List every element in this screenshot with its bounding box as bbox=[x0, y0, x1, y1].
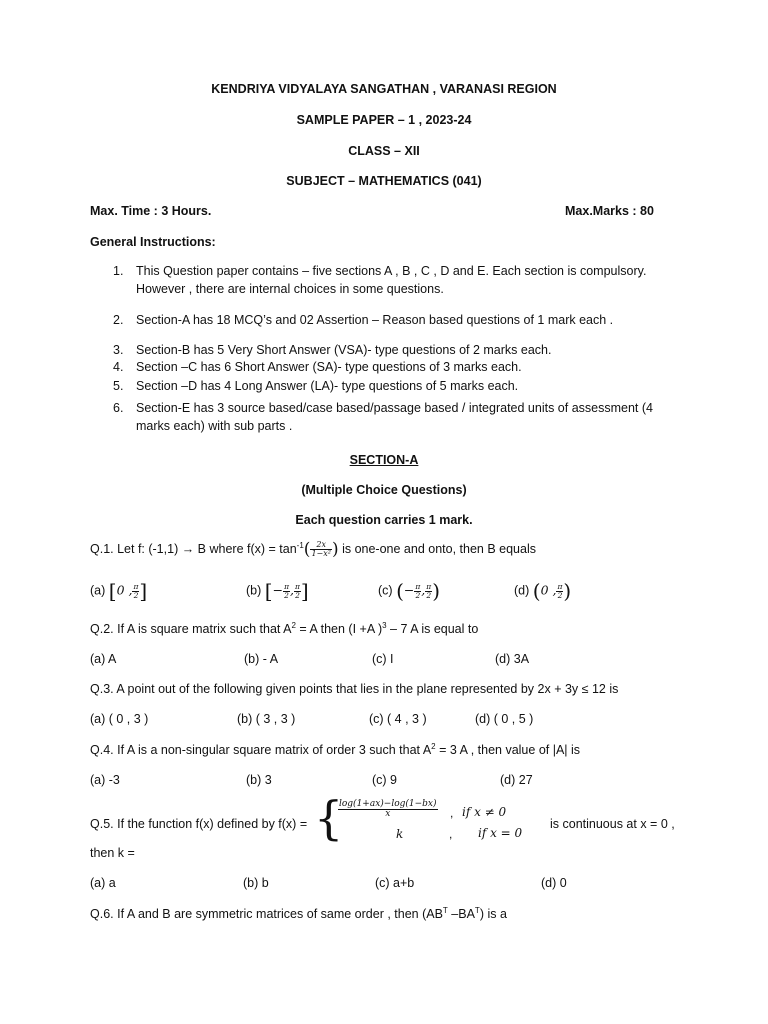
piecewise-case-2-value: k bbox=[396, 827, 404, 841]
max-time: Max. Time : 3 Hours. bbox=[90, 204, 212, 218]
fraction-numerator: π bbox=[284, 582, 289, 591]
q5-option-b: (b) b bbox=[243, 876, 269, 890]
option-label: (a) bbox=[90, 583, 106, 598]
section-subtitle: (Multiple Choice Questions) bbox=[301, 483, 467, 497]
question-5-suffix: is continuous at x = 0 , bbox=[550, 817, 675, 831]
superscript: 2 bbox=[431, 742, 436, 751]
question-1-text: Q.1. Let f: (-1,1) → B where f(x) = tan bbox=[90, 542, 297, 557]
fraction-numerator: π bbox=[133, 582, 139, 591]
inverse-superscript: -1 bbox=[296, 541, 304, 550]
fraction bbox=[338, 800, 438, 819]
separator: , bbox=[421, 582, 426, 598]
piecewise-case-1-expression bbox=[338, 800, 438, 819]
organization-title: KENDRIYA VIDYALAYA SANGATHAN , VARANASI REGION bbox=[211, 82, 557, 96]
left-paren: ( bbox=[532, 579, 541, 603]
q1-option-b bbox=[246, 581, 309, 601]
question-3: Q.3. A point out of the following given points that lies in the plane represented by 2x + 3y ≤ 12 is bbox=[90, 682, 619, 696]
left-paren: ( bbox=[303, 539, 311, 560]
instruction-number: 3. bbox=[113, 343, 124, 357]
q4-option-c: (c) 9 bbox=[372, 773, 397, 787]
left-paren: ( bbox=[396, 579, 404, 603]
fraction-denominator: 2 bbox=[133, 590, 139, 600]
fraction bbox=[294, 583, 301, 599]
option-label: (b) bbox=[246, 583, 262, 598]
superscript: 3 bbox=[382, 621, 387, 630]
right-paren: ) bbox=[432, 579, 441, 603]
superscript: 2 bbox=[291, 621, 296, 630]
fraction-denominator: 2 bbox=[415, 590, 421, 600]
left-bracket: [ bbox=[108, 579, 117, 603]
right-bracket: ] bbox=[139, 579, 148, 603]
q3-option-a: (a) ( 0 , 3 ) bbox=[90, 712, 149, 726]
fraction-numerator: π bbox=[294, 582, 300, 591]
instruction-number: 4. bbox=[113, 360, 124, 374]
question-4-text: Q.4. If A is a non-singular square matrix of order 3 such that A bbox=[90, 743, 432, 758]
max-marks: Max.Marks : 80 bbox=[565, 204, 654, 218]
q4-option-d: (d) 27 bbox=[500, 773, 533, 787]
question-4 bbox=[90, 742, 580, 757]
fraction-numerator: π bbox=[557, 582, 563, 591]
instruction-text: marks each) with sub parts . bbox=[136, 419, 293, 433]
section-note: Each question carries 1 mark. bbox=[295, 513, 473, 527]
piecewise-case-2-separator: , bbox=[449, 827, 453, 841]
superscript: T bbox=[442, 906, 448, 915]
section-title: SECTION-A bbox=[349, 453, 419, 467]
fraction-numerator: log(1+ax)−log(1−bx) bbox=[339, 799, 437, 809]
q4-option-a: (a) -3 bbox=[90, 773, 120, 787]
option-value: 0 , bbox=[116, 582, 133, 598]
superscript: T bbox=[474, 906, 480, 915]
instruction-text: Section-A has 18 MCQ’s and 02 Assertion – Reason based questions of 1 mark each . bbox=[136, 313, 614, 327]
q3-option-c: (c) ( 4 , 3 ) bbox=[369, 712, 427, 726]
q3-option-d: (d) ( 0 , 5 ) bbox=[475, 712, 534, 726]
q5-option-a: (a) a bbox=[90, 876, 116, 890]
option-label: (d) bbox=[514, 583, 530, 598]
instruction-number: 6. bbox=[113, 401, 124, 415]
q1-option-d bbox=[514, 581, 571, 601]
question-5-text: Q.5. If the function f(x) defined by f(x) = bbox=[90, 817, 308, 831]
q1-option-c bbox=[378, 581, 440, 601]
piecewise-brace: { bbox=[314, 791, 344, 845]
question-4-text: = 3 A , then value of |A| is bbox=[435, 743, 581, 758]
instructions-heading: General Instructions: bbox=[90, 235, 216, 249]
q1-option-a bbox=[90, 581, 147, 601]
question-2-text: Q.2. If A is square matrix such that A bbox=[90, 622, 292, 637]
piecewise-case-2-condition: if x = 0 bbox=[478, 826, 523, 840]
right-paren: ) bbox=[331, 539, 339, 560]
minus-sign: − bbox=[272, 582, 284, 598]
paper-title: SAMPLE PAPER – 1 , 2023-24 bbox=[296, 113, 472, 127]
option-value: 0 , bbox=[540, 582, 557, 598]
piecewise-case-1-condition: if x ≠ 0 bbox=[462, 805, 507, 819]
instruction-number: 1. bbox=[113, 264, 124, 278]
q4-option-b: (b) 3 bbox=[246, 773, 272, 787]
question-5-line2: then k = bbox=[90, 846, 135, 860]
fraction-denominator: 2 bbox=[284, 590, 289, 600]
separator: , bbox=[290, 582, 294, 598]
question-1 bbox=[90, 541, 536, 558]
piecewise-case-1-separator: , bbox=[450, 806, 454, 820]
q2-option-c: (c) I bbox=[372, 652, 394, 666]
question-2 bbox=[90, 621, 478, 636]
q5-option-c: (c) a+b bbox=[375, 876, 415, 890]
instruction-text: Section –C has 6 Short Answer (SA)- type questions of 3 marks each. bbox=[136, 360, 522, 374]
question-1-suffix: is one-one and onto, then B equals bbox=[342, 542, 536, 557]
instruction-text: However , there are internal choices in some questions. bbox=[136, 282, 444, 296]
option-label: (c) bbox=[378, 583, 393, 598]
fraction bbox=[310, 541, 332, 558]
class-label: CLASS – XII bbox=[348, 144, 420, 158]
instruction-text: Section-B has 5 Very Short Answer (VSA)- type questions of 2 marks each. bbox=[136, 343, 552, 357]
question-6-text: Q.6. If A and B are symmetric matrices of same order , then (AB bbox=[90, 907, 443, 922]
fraction bbox=[283, 583, 290, 599]
fraction-numerator: π bbox=[426, 582, 432, 591]
fraction-denominator: x bbox=[385, 809, 391, 819]
question-6-text: –BA bbox=[447, 907, 475, 922]
right-bracket: ] bbox=[300, 579, 309, 603]
fraction-denominator: 2 bbox=[426, 590, 432, 600]
q2-option-b: (b) - A bbox=[244, 652, 279, 666]
instruction-text: This Question paper contains – five sections A , B , C , D and E. Each section is compulsory. bbox=[136, 264, 647, 278]
right-paren: ) bbox=[563, 579, 572, 603]
fraction-numerator: 2x bbox=[310, 541, 332, 550]
fraction-denominator: 1−x² bbox=[311, 549, 331, 559]
question-6-text: ) is a bbox=[479, 907, 507, 922]
q5-option-d: (d) 0 bbox=[541, 876, 567, 890]
q2-option-d: (d) 3A bbox=[495, 652, 530, 666]
fraction-denominator: 2 bbox=[557, 590, 563, 600]
instruction-number: 5. bbox=[113, 379, 124, 393]
q2-option-a: (a) A bbox=[90, 652, 117, 666]
question-6 bbox=[90, 906, 507, 921]
left-bracket: [ bbox=[264, 579, 273, 603]
fraction-denominator: 2 bbox=[295, 590, 300, 600]
question-2-text: – 7 A is equal to bbox=[386, 622, 479, 637]
subject-label: SUBJECT – MATHEMATICS (041) bbox=[286, 174, 482, 188]
instruction-number: 2. bbox=[113, 313, 124, 327]
instruction-text: Section-E has 3 source based/case based/passage based / integrated units of assessment (4 bbox=[136, 401, 653, 415]
fraction-numerator: π bbox=[415, 582, 421, 591]
minus-sign: − bbox=[403, 582, 415, 598]
q3-option-b: (b) ( 3 , 3 ) bbox=[237, 712, 296, 726]
question-2-text: = A then (I +A ) bbox=[295, 622, 383, 637]
instruction-text: Section –D has 4 Long Answer (LA)- type questions of 5 marks each. bbox=[136, 379, 519, 393]
